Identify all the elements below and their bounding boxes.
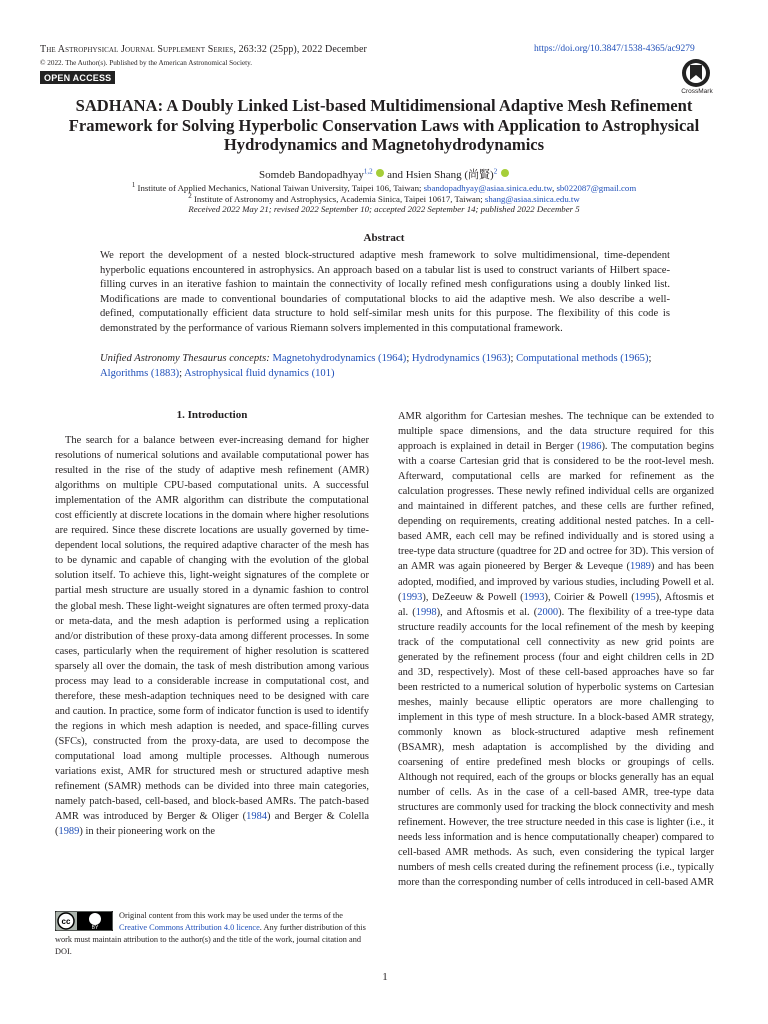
citation-link[interactable]: 1989 (58, 826, 80, 838)
orcid-icon[interactable] (501, 169, 509, 177)
crossmark-label: CrossMark (681, 88, 713, 95)
license-link[interactable]: Creative Commons Attribution 4.0 licence (119, 923, 260, 932)
uat-link[interactable]: Magnetohydrodynamics (1964) (272, 353, 407, 364)
citation-link[interactable]: 1998 (415, 606, 437, 618)
uat-link[interactable]: Hydrodynamics (1963) (411, 353, 511, 364)
journal-volume: 263:32 (25pp), 2022 December (235, 44, 367, 55)
affiliation-text: Institute of Applied Mechanics, National Taiwan University, Taipei 106, Taiwan; (135, 182, 424, 193)
author-list (40, 166, 728, 182)
email-link[interactable]: shang@asiaa.sinica.edu.tw (484, 193, 580, 204)
citation-link[interactable]: 1986 (580, 441, 602, 453)
separator: , (552, 182, 557, 193)
affiliation-sup[interactable]: 1,2 (363, 167, 373, 176)
paragraph-text: AMR algorithm for Cartesian meshes. The technique can be extended to multiple space dimensions, and the data structure required for this approach is explained in detail in Berger ( (398, 411, 714, 453)
journal-citation (40, 44, 367, 55)
affiliation-sup[interactable]: 2 (493, 167, 498, 176)
affiliation-text: Institute of Astronomy and Astrophysics, Academia Sinica, Taipei 10617, Taiwan; (191, 193, 485, 204)
abstract-heading: Abstract (363, 232, 405, 244)
citation-link[interactable]: 1993 (523, 591, 545, 603)
paper-title: SADHANA: A Doubly Linked List-based Multidimensional Adaptive Mesh Refinement Framework for Solving Hyperbolic Conservation Laws with Application to Astrophysical Hydrodynamics and Magnetohydrodynamics (68, 96, 700, 154)
paragraph-text: ), DeZeeuw & Powell ( (422, 591, 524, 603)
by-text: BY (91, 925, 99, 931)
email-link[interactable]: sbandopadhyay@asiaa.sinica.edu.tw (423, 182, 553, 193)
cc-text: cc (61, 917, 71, 926)
journal-name: The Astrophysical Journal Supplement Series, (40, 44, 236, 55)
citation-link[interactable]: 1989 (630, 561, 651, 573)
paragraph-text: ) in their pioneering work on the (79, 826, 216, 838)
citation-link[interactable]: 1993 (401, 591, 423, 603)
paragraph-text: ), Aftosmis et al. ( (398, 591, 714, 618)
author-name: and Hsien Shang (尚賢) (384, 169, 494, 181)
paragraph-text: ) and Berger & Colella ( (55, 811, 369, 838)
license-text: . Any further distribution of this work must maintain attribution to the author(s) and the title of the work, journal citation and DOI. (55, 923, 366, 956)
page-number: 1 (382, 971, 388, 983)
section-heading: 1. Introduction (176, 409, 248, 421)
uat-label: Unified Astronomy Thesaurus concepts: (100, 353, 273, 364)
email-link[interactable]: sb022087@gmail.com (556, 182, 637, 193)
paragraph-text: ), Coirier & Powell ( (544, 591, 635, 603)
affiliation-num: 1 (131, 181, 136, 189)
uat-link[interactable]: Astrophysical fluid dynamics (101) (184, 367, 335, 379)
uat-link[interactable]: Computational methods (1965) (516, 353, 649, 364)
copyright-notice: © 2022. The Author(s). Published by the American Astronomical Society. (40, 59, 253, 67)
paragraph-text: ). The computation begins with a coarse Cartesian grid that is considered to be the root-level mesh. Afterward, computational cells are marked for refinement as the calculation progresses. These newly refined individual cells are organized and maintained in different patches, and these cells are further refined, depending on requirements, creating additional nested patches. In a cell-based AMR, each cell may be refined individually and is stored using a tree-type data structure (quadtree for 2D and octree for 3D). This version of an AMR was again pioneered by Berger & Leveque ( (398, 441, 714, 573)
separator: ; (648, 353, 652, 364)
affiliation-num: 2 (188, 192, 192, 200)
citation-link[interactable]: 1995 (634, 591, 656, 603)
open-access-badge: OPEN ACCESS (40, 71, 115, 84)
separator: ; (406, 353, 412, 364)
separator: ; (179, 367, 185, 379)
author-name: Somdeb Bandopadhyay (259, 169, 364, 181)
license-text: Original content from this work may be used under the terms of the (119, 911, 343, 920)
publication-dates: Received 2022 May 21; revised 2022 September 10; accepted 2022 September 14; published 2022 December 5 (188, 204, 580, 214)
paragraph-text: ) and has been adopted, modified, and improved by various studies, including Powell et al. ( (398, 561, 714, 603)
separator: ; (510, 353, 517, 364)
paragraph-text: ). The flexibility of a tree-type data structure readily accounts for the local refinement of the mesh by keeping track of the computational cell connectivity as new grid points are generated by the refinement process (four and eight children cells in 2D and 3D, respectively). Most of these cell-based approaches have so far been restricted to a numerical solution of hyperbolic systems on Cartesian meshes, mainly because elliptic operators are more challenging to implement in this type of mesh structure. In a block-based AMR strategy, commonly known as block-structured adaptive mesh refinement (BSAMR), mesh adaptation is accomplished by the dividing and coarsening of entire predefined mesh blocks or groupings of cells. Although not required, each of the groups or blocks generally has an equal number of cells. As in the case of a cell-based AMR, tree-type data structures are commonly used for tracking the block connectivity and mesh refinement. However, the tree structure needed in this case is lighter (i.e., it needs less information and is hence computationally cheaper) compared to cell-based AMR methods. As such, even considering the typical larger numbers of mesh cells created during the refinement process (i.e., typically more than the corresponding number of cells introduced in cell-based AMR (398, 606, 714, 889)
abstract-text: We report the development of a nested block-structured adaptive mesh framework to solve multidimensional, time-dependent hyperbolic equations encountered in astrophysics. An approach based on a tabular list is used to construct variants of Hilbert space-filling curves in an iterative fashion to maintain the connectivity of locally refined mesh configurations using a doubly linked list. Modifications are made to conventional boundaries of computational blocks to aid the adaptive mesh. We also describe a well-defined, computationally efficient data structure to hold self-similar mesh units for this purpose. The flexibility of this code is demonstrated by the performance of various Riemann solvers implemented in this computational framework. (100, 250, 670, 334)
cc-by-icon[interactable] (55, 911, 113, 931)
paragraph-text: ), and Aftosmis et al. ( (436, 606, 538, 618)
intro-right-column (398, 409, 714, 891)
paragraph-text: The search for a balance between ever-increasing demand for higher resolutions of numerical solutions and available computational power has resulted in the rise of the study of adaptive mesh refinement (AMR) algorithms on multiple CPU-based computational units. A successful implementation of the AMR algorithm can distribute the computational cost efficiently at discrete locations in the domain where higher resolutions are required. Since these discrete locations are usually governed by time-dependent local solutions, the required adaptive character of the mesh has to be dynamic and capable of changing with the evolution of the global solution itself. To achieve this, light-weight signatures of the complete or partial mesh structure are usually stored in a dynamic fashion to control the global mesh. These light-weight signatures are often termed proxy-data or meta-data, and the mesh adaption is performed using a replication and/or distribution of these proxy-data among different processes. In some cases, particularly when the requirement of higher resolution is scattered sparsely all over the domain, the task of mesh distribution among various process may lead to a considerable increase in computational cost, and therefore, these mesh-adaption techniques need to be designed with care and caution. In practice, some form of indicator function is used to identify the regions in which mesh adaption is needed, and space-filling curves (SFCs), constructed from the proxy-data, are used to decompose the computational load among multiple processes. Although numerous variations exist, AMR for structured mesh or structured adaptive mesh refinement (SAMR) methods can be divided into three main categories, namely patch-based, cell-based, and block-based AMRs. The patch-based AMR was introduced by Berger & Oliger ( (55, 435, 369, 823)
intro-left-column (55, 433, 369, 839)
affiliation-2 (40, 192, 728, 204)
citation-link[interactable]: 1984 (246, 811, 268, 823)
doi-link[interactable]: https://doi.org/10.3847/1538-4365/ac9279 (534, 44, 695, 54)
uat-link[interactable]: Algorithms (1883) (100, 367, 180, 379)
citation-link[interactable]: 2000 (537, 606, 559, 618)
uat-concepts (100, 352, 670, 381)
license-note (55, 910, 369, 958)
